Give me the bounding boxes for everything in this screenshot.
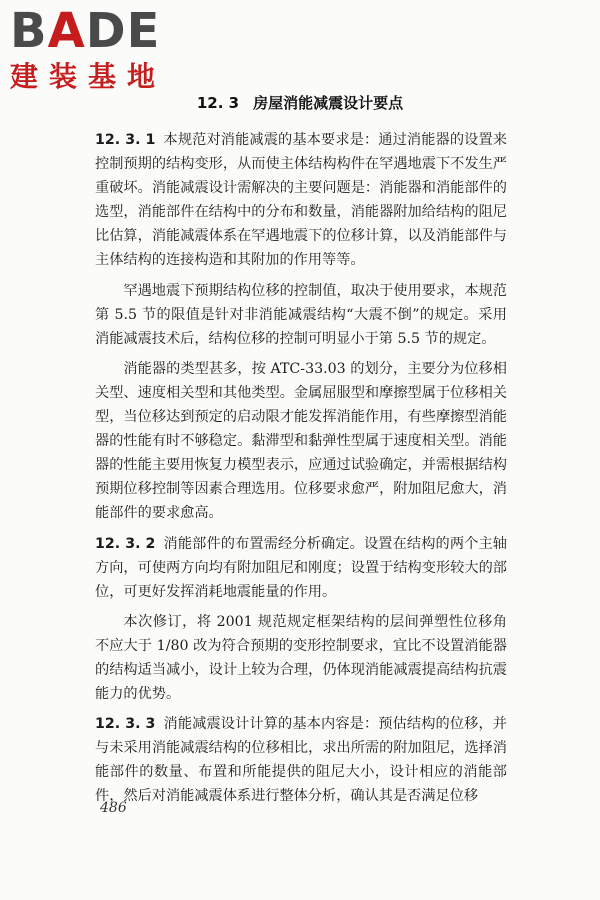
clause-number: 12. 3. 1: [95, 132, 156, 148]
document-body: [95, 128, 507, 815]
bade-logo: [10, 3, 175, 98]
logo-letter-b: B: [10, 3, 48, 59]
logo-letter-e: E: [126, 3, 161, 59]
section-number: 12. 3: [196, 94, 240, 112]
section-title-text: 房屋消能减震设计要点: [253, 94, 404, 112]
body-paragraph: 本次修订，将 2001 规范规定框架结构的层间弹塑性位移角不应大于 1/80 改为符合预期的变形控制要求，宜比不设置消能器的结构适当减小，设计上较为合理，仍体现消能减震提高结构抗震能力的优势。: [95, 613, 507, 703]
body-paragraph: 消能器的类型甚多，按 ATC-33.03 的划分，主要分为位移相关型、速度相关型和其他类型。金属屈服型和摩擦型属于位移相关型，当位移达到预定的启动限才能发挥消能作用，有些摩擦型消能器的性能有时不够稳定。黏滞型和黏弹性型属于速度相关型。消能器的性能主要用恢复力模型表示，应通过试验确定，并需根据结构预期位移控制等因素合理选用。位移要求愈严，附加阻尼愈大，消能部件的要求愈高。: [95, 360, 507, 522]
logo-subtitle: 建装基地: [10, 60, 167, 93]
logo-letter-a: A: [47, 3, 86, 59]
paragraph-text: 消能减震设计计算的基本内容是：预估结构的位移，并与未采用消能减震结构的位移相比，求出所需的附加阻尼，选择消能部件的数量、布置和所能提供的阻尼大小，设计相应的消能部件，然后对消能减震体系进行整体分析，确认其是否满足位移: [95, 716, 507, 805]
page-number: 486: [100, 800, 127, 816]
clause-paragraph: [95, 128, 507, 273]
clause-number: 12. 3. 3: [95, 716, 156, 733]
section-title: [0, 92, 600, 114]
paragraph-text: 消能部件的布置需经分析确定。设置在结构的两个主轴方向，可使两方向均有附加阻尼和刚度；设置于结构变形较大的部位，可更好发挥消耗地震能量的作用。: [95, 535, 507, 600]
paragraph-text: 本规范对消能减震的基本要求是：通过消能器的设置来控制预期的结构变形，从而使主体结构构件在罕遇地震下不发生严重破坏。消能减震设计需解决的主要问题是：消能器和消能部件的选型，消能部件在结构中的分布和数量，消能器附加给结构的阻尼比估算，消能减震体系在罕遇地震下的位移计算，以及消能部件与主体结构的连接构造和其附加的作用等等。: [95, 132, 507, 269]
logo-letter-d: D: [85, 3, 127, 59]
clause-number: 12. 3. 2: [95, 535, 156, 552]
logo-wordmark: [10, 3, 175, 59]
clause-paragraph: [95, 532, 507, 604]
body-paragraph: 罕遇地震下预期结构位移的控制值，取决于使用要求，本规范第 5.5 节的限值是针对非消能减震结构“大震不倒”的规定。采用消能减震技术后，结构位移的控制可明显小于第 5.5 节的规定。: [95, 282, 507, 347]
clause-paragraph: [95, 712, 507, 808]
